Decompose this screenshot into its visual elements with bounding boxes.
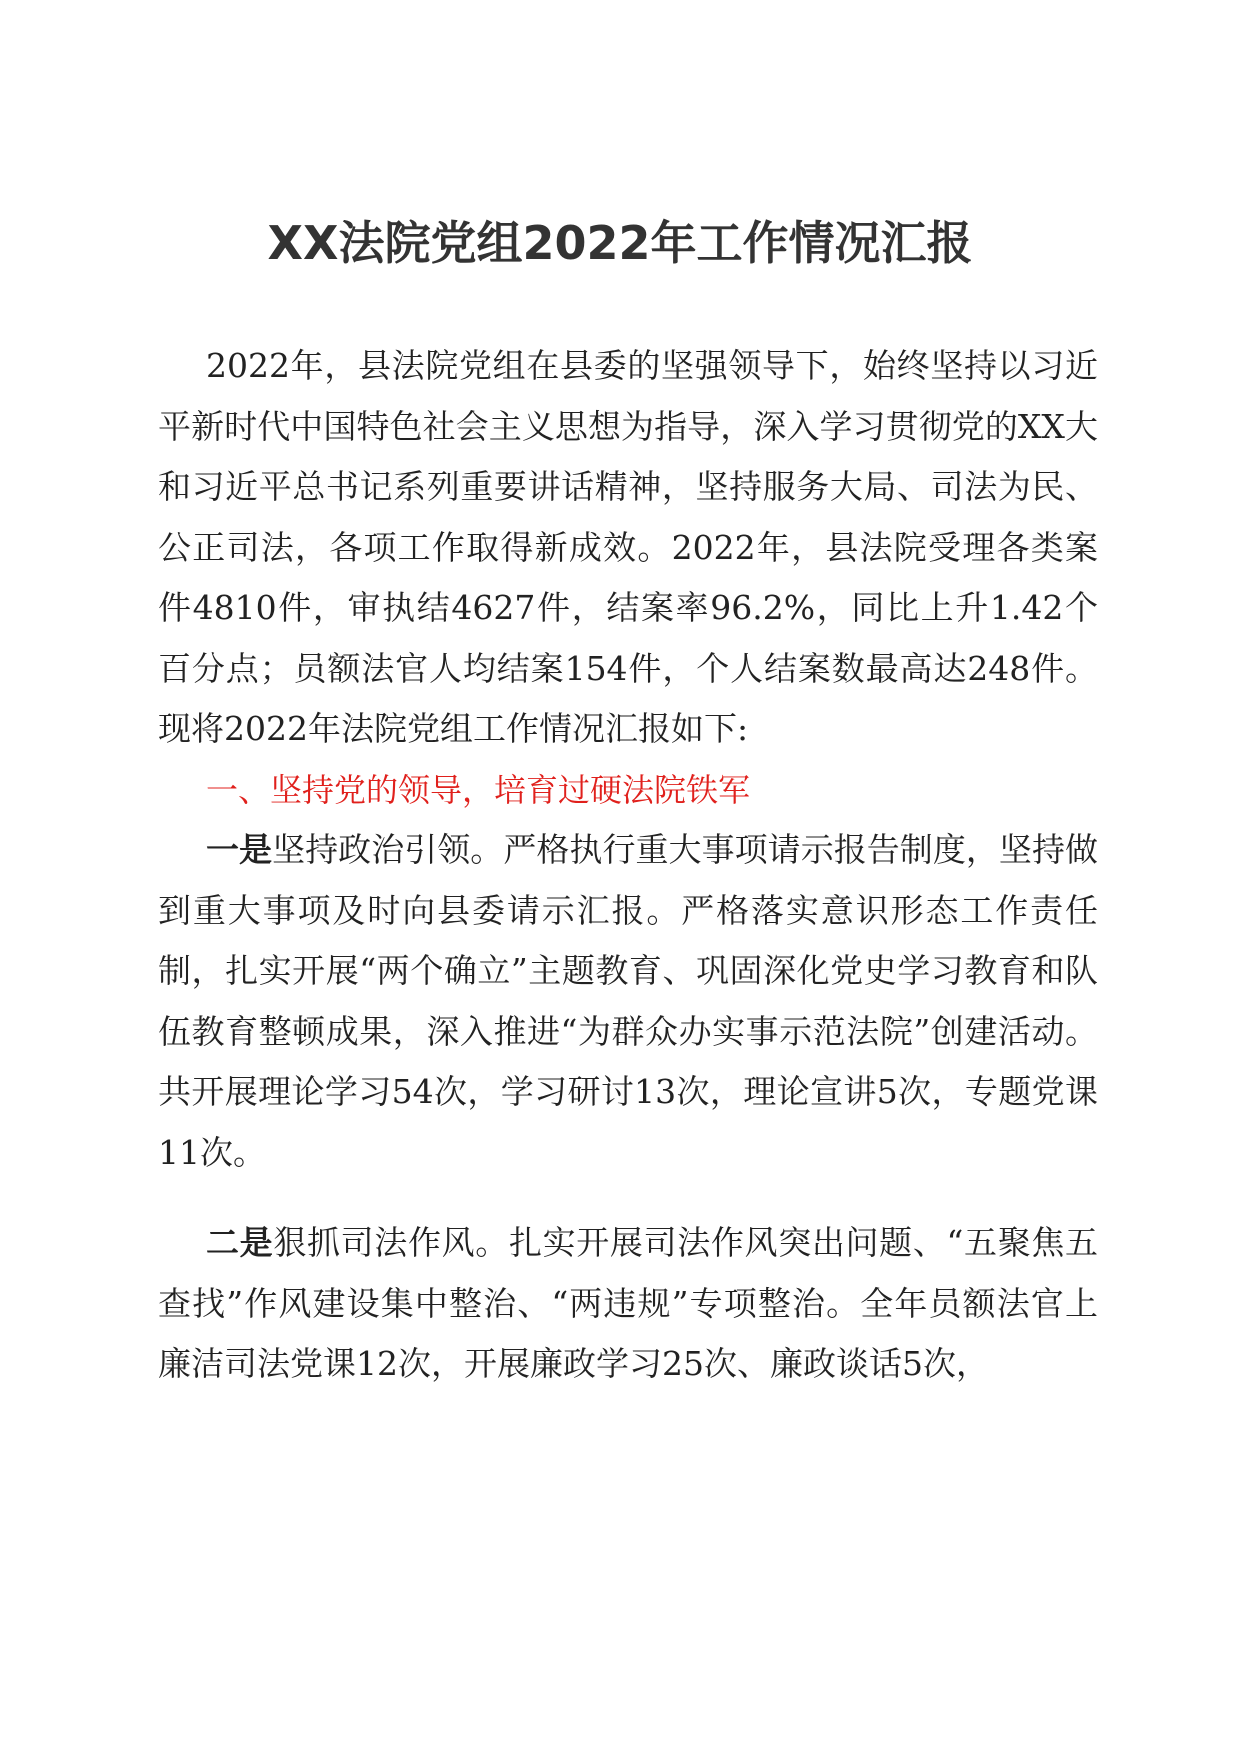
- item-2-text: 狠抓司法作风。扎实开展司法作风突出问题、“五聚焦五查找”作风建设集中整治、“两违规”专项整治。全年员额法官上廉洁司法党课12次，开展廉政学习25次、廉政谈话5次，: [158, 1223, 1099, 1383]
- item-1-text: 坚持政治引领。严格执行重大事项请示报告制度，坚持做到重大事项及时向县委请示汇报。严格落实意识形态工作责任制，扎实开展“两个确立”主题教育、巩固深化党史学习教育和队伍教育整顿成果，深入推进“为群众办实事示范法院”创建活动。共开展理论学习54次，学习研讨13次，理论宣讲5次，专题党课11次。: [158, 830, 1099, 1172]
- item-2-lead: 二是: [206, 1223, 274, 1262]
- item-2-paragraph: [158, 1213, 1098, 1395]
- item-1-lead: 一是: [206, 830, 273, 869]
- document-title: XX法院党组2022年工作情况汇报: [267, 216, 973, 270]
- document-body: [158, 336, 1098, 1395]
- section-1-heading: 一、坚持党的领导，培育过硬法院铁军: [206, 770, 751, 809]
- intro-paragraph: 2022年，县法院党组在县委的坚强领导下，始终坚持以习近平新时代中国特色社会主义思想为指导，深入学习贯彻党的XX大和习近平总书记系列重要讲话精神，坚持服务大局、司法为民、公正司法，各项工作取得新成效。2022年，县法院受理各类案件4810件，审执结4627件，结案率96.2%，同比上升1.42个百分点；员额法官人均结案154件，个人结案数最高达248件。现将2022年法院党组工作情况汇报如下:: [158, 346, 1098, 748]
- item-1-paragraph: [158, 820, 1098, 1183]
